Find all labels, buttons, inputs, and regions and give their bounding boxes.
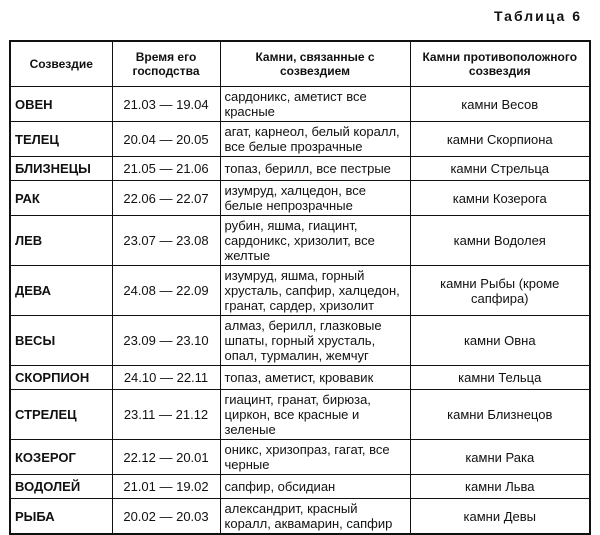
sign-cell: ЛЕВ <box>10 216 112 266</box>
table-row <box>10 475 590 499</box>
opposite-cell: камни Козерога <box>410 181 590 216</box>
stones-cell: гиацинт, гранат, бирюза, циркон, все красные и зеленые <box>220 390 410 440</box>
stones-cell: сапфир, обсидиан <box>220 475 410 499</box>
period-cell: 22.06 — 22.07 <box>112 181 220 216</box>
sign-cell: ВОДОЛЕЙ <box>10 475 112 499</box>
period-cell: 24.08 — 22.09 <box>112 266 220 316</box>
period-cell: 24.10 — 22.11 <box>112 366 220 390</box>
table-row <box>10 181 590 216</box>
period-cell: 23.09 — 23.10 <box>112 316 220 366</box>
period-cell: 21.03 — 19.04 <box>112 87 220 122</box>
sign-cell: РЫБА <box>10 499 112 535</box>
opposite-cell: камни Рыбы (кроме сапфира) <box>410 266 590 316</box>
opposite-cell: камни Овна <box>410 316 590 366</box>
stones-cell: александрит, красный коралл, аквамарин, сапфир <box>220 499 410 535</box>
header-stones: Камни, связанные с созвездием <box>220 41 410 87</box>
stones-cell: топаз, аметист, кровавик <box>220 366 410 390</box>
sign-cell: ДЕВА <box>10 266 112 316</box>
table-row <box>10 316 590 366</box>
opposite-cell: камни Весов <box>410 87 590 122</box>
table-row <box>10 122 590 157</box>
stones-cell: алмаз, берилл, глазковые шпаты, горный хрусталь, опал, турмалин, жемчуг <box>220 316 410 366</box>
period-cell: 23.11 — 21.12 <box>112 390 220 440</box>
sign-cell: СКОРПИОН <box>10 366 112 390</box>
sign-cell: РАК <box>10 181 112 216</box>
sign-cell: ОВЕН <box>10 87 112 122</box>
period-cell: 22.12 — 20.01 <box>112 440 220 475</box>
opposite-cell: камни Рака <box>410 440 590 475</box>
sign-cell: СТРЕЛЕЦ <box>10 390 112 440</box>
opposite-cell: камни Тельца <box>410 366 590 390</box>
period-cell: 21.05 — 21.06 <box>112 157 220 181</box>
table-row <box>10 390 590 440</box>
stones-cell: изумруд, халцедон, все белые непрозрачные <box>220 181 410 216</box>
stones-cell: топаз, берилл, все пестрые <box>220 157 410 181</box>
sign-cell: ВЕСЫ <box>10 316 112 366</box>
table-row <box>10 366 590 390</box>
opposite-cell: камни Близнецов <box>410 390 590 440</box>
zodiac-stones-table <box>9 40 591 535</box>
header-period: Время его господства <box>112 41 220 87</box>
table-row <box>10 157 590 181</box>
sign-cell: ТЕЛЕЦ <box>10 122 112 157</box>
table-caption: Таблица 6 <box>493 8 582 24</box>
stones-cell: оникс, хризопраз, гагат, все черные <box>220 440 410 475</box>
header-sign: Созвездие <box>10 41 112 87</box>
header-row <box>10 41 590 87</box>
stones-cell: сардоникс, аметист все красные <box>220 87 410 122</box>
opposite-cell: камни Стрельца <box>410 157 590 181</box>
stones-cell: изумруд, яшма, горный хрусталь, сапфир, халцедон, гранат, сардер, хризолит <box>220 266 410 316</box>
stones-cell: рубин, яшма, гиацинт, сардоникс, хризолит, все желтые <box>220 216 410 266</box>
table-row <box>10 499 590 535</box>
stones-cell: агат, карнеол, белый коралл, все белые прозрачные <box>220 122 410 157</box>
table-row <box>10 266 590 316</box>
period-cell: 20.04 — 20.05 <box>112 122 220 157</box>
opposite-cell: камни Скорпиона <box>410 122 590 157</box>
sign-cell: КОЗЕРОГ <box>10 440 112 475</box>
sign-cell: БЛИЗНЕЦЫ <box>10 157 112 181</box>
period-cell: 21.01 — 19.02 <box>112 475 220 499</box>
period-cell: 23.07 — 23.08 <box>112 216 220 266</box>
opposite-cell: камни Льва <box>410 475 590 499</box>
table-row <box>10 216 590 266</box>
table-row <box>10 87 590 122</box>
opposite-cell: камни Водолея <box>410 216 590 266</box>
opposite-cell: камни Девы <box>410 499 590 535</box>
table-row <box>10 440 590 475</box>
period-cell: 20.02 — 20.03 <box>112 499 220 535</box>
header-opposite: Камни противоположного созвездия <box>410 41 590 87</box>
